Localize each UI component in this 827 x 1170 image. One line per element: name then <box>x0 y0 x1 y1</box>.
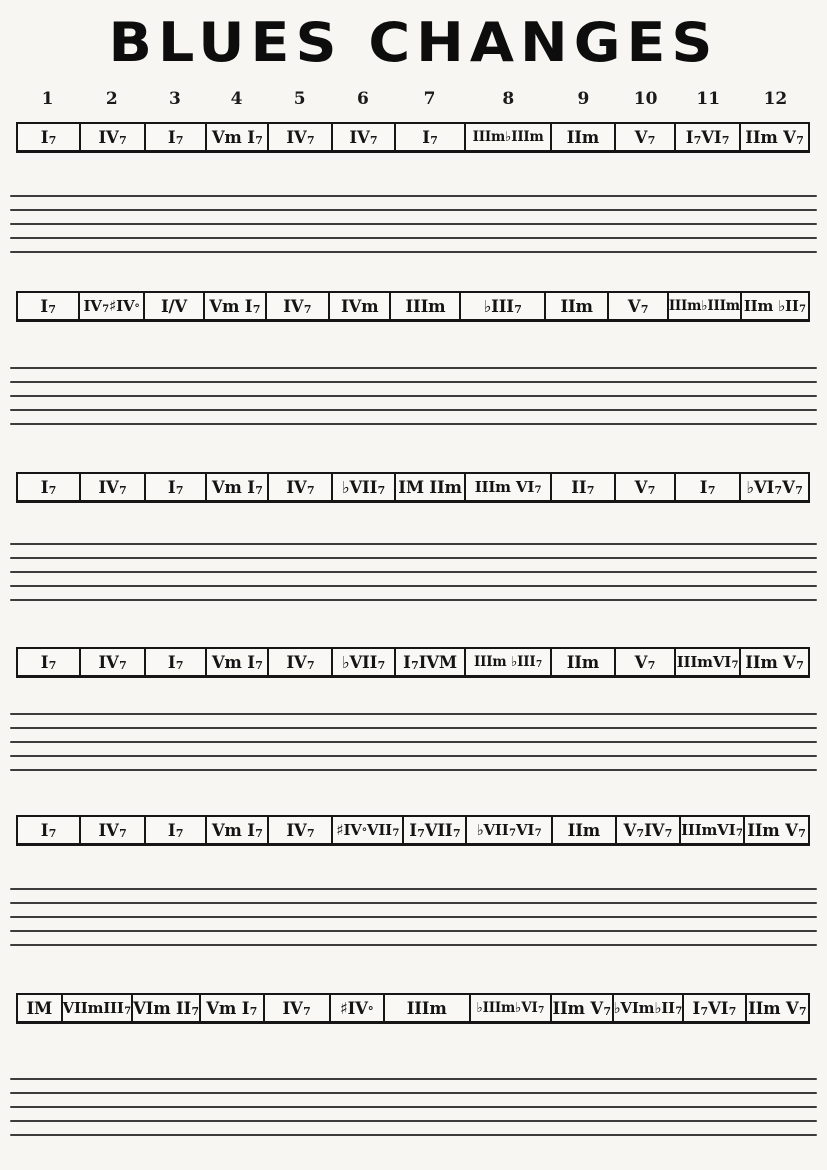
staff-line <box>10 1106 817 1108</box>
chord-cell: IV $_7$ ♯IV ° <box>78 293 142 319</box>
staff-line <box>10 367 817 369</box>
staff-line <box>10 944 817 946</box>
chord-row-chorus-5 <box>16 815 810 846</box>
chord-cell: IIIm <box>389 293 459 319</box>
chord-row-chorus-2 <box>16 291 810 322</box>
measure-number-11: 11 <box>696 89 721 109</box>
chord-cell: V $_7$ <box>614 124 674 150</box>
chord-cell: V $_7$ IV $_7$ <box>615 817 679 843</box>
staff-line <box>10 888 817 890</box>
chord-cell: IIIm♭IIIm <box>464 124 549 150</box>
measure-number-4: 4 <box>230 89 243 109</box>
chord-cell: Vm I $_7$ <box>205 817 267 843</box>
chord-cell: IV $_7$ <box>267 474 331 500</box>
chord-cell: I $_7$ <box>40 296 56 316</box>
measure-numbers-row <box>16 88 810 110</box>
staff-line <box>10 381 817 383</box>
staff-line <box>10 195 817 197</box>
chord-cell: VIImIII $_7$ <box>61 995 132 1021</box>
measure-number-10: 10 <box>633 89 658 109</box>
staff-line <box>10 599 817 601</box>
chord-cell: IV $_7$ <box>79 474 144 500</box>
chord-cell: IIIm ♭III $_7$ <box>464 649 549 675</box>
chord-cell: IIIm <box>383 995 469 1021</box>
chord-cell: IM <box>26 998 53 1018</box>
staff-line <box>10 1092 817 1094</box>
page-title: BLUES CHANGES <box>108 11 719 75</box>
staff-line <box>10 727 817 729</box>
chord-cell: I $_7$ VI $_7$ <box>682 995 744 1021</box>
chord-cell: I $_7$ <box>40 652 57 672</box>
chord-cell: Vm I $_7$ <box>205 474 267 500</box>
chord-cell: IM IIm <box>394 474 465 500</box>
staff-line <box>10 251 817 253</box>
chord-cell: I $_7$ <box>394 124 465 150</box>
chord-row-chorus-3 <box>16 472 810 503</box>
chord-cell: Vm I $_7$ <box>203 293 264 319</box>
chord-cell: IIm V $_7$ <box>739 124 808 150</box>
chord-cell: IV $_7$ <box>79 124 144 150</box>
chord-cell: IV $_7$ <box>267 817 331 843</box>
chord-cell: IIIm♭IIIm <box>667 293 740 319</box>
staff-5 <box>10 888 817 946</box>
chord-cell: IIm V $_7$ <box>739 649 808 675</box>
staff-line <box>10 1134 817 1136</box>
chord-cell: ♭VI $_7$ V $_7$ <box>739 474 808 500</box>
measure-number-12: 12 <box>763 89 788 109</box>
chord-cell: I $_7$ <box>144 649 205 675</box>
chord-cell: IIImVI $_7$ <box>674 649 739 675</box>
chord-cell: IIm ♭II $_7$ <box>740 293 808 319</box>
staff-line <box>10 223 817 225</box>
chord-cell: ♯IV ° <box>329 995 383 1021</box>
chord-cell: Vm I $_7$ <box>199 995 262 1021</box>
measure-number-5: 5 <box>293 89 306 109</box>
chord-cell: V $_7$ <box>614 474 674 500</box>
chord-cell: I $_7$ VII $_7$ <box>402 817 465 843</box>
staff-line <box>10 237 817 239</box>
staff-line <box>10 423 817 425</box>
chord-row-chorus-4 <box>16 647 810 678</box>
chord-cell: IV $_7$ <box>79 817 144 843</box>
chord-cell: ♭IIIm♭VI $_7$ <box>469 995 550 1021</box>
chord-cell: ♭VII $_7$ <box>331 474 393 500</box>
chord-cell: ♯IV ° VII $_7$ <box>331 817 402 843</box>
chord-cell: IV $_7$ <box>267 649 331 675</box>
staff-2 <box>10 367 817 425</box>
chord-cell: I $_7$ <box>674 474 739 500</box>
chord-cell: ♭III $_7$ <box>459 293 543 319</box>
chord-cell: II $_7$ <box>550 474 614 500</box>
chord-cell: Vm I $_7$ <box>205 124 267 150</box>
chord-cell: IV $_7$ <box>265 293 328 319</box>
chord-cell: IV $_7$ <box>267 124 331 150</box>
staff-4 <box>10 713 817 771</box>
chord-cell: V $_7$ <box>614 649 674 675</box>
chord-cell: I $_7$ VI $_7$ <box>674 124 739 150</box>
chord-cell: IVm <box>328 293 389 319</box>
staff-line <box>10 543 817 545</box>
chord-cell: I $_7$ IVM <box>394 649 465 675</box>
chord-cell: IIm V $_7$ <box>743 817 808 843</box>
staff-line <box>10 209 817 211</box>
staff-6 <box>10 1078 817 1136</box>
staff-line <box>10 769 817 771</box>
measure-number-1: 1 <box>41 89 54 109</box>
staff-line <box>10 713 817 715</box>
staff-line <box>10 930 817 932</box>
measure-number-3: 3 <box>168 89 181 109</box>
chord-cell: IIm <box>550 124 614 150</box>
staff-line <box>10 741 817 743</box>
staff-line <box>10 902 817 904</box>
chord-cell: I $_7$ <box>40 127 57 147</box>
chord-cell: I $_7$ <box>144 474 205 500</box>
staff-line <box>10 571 817 573</box>
chord-cell: I $_7$ <box>40 820 57 840</box>
measure-number-8: 8 <box>502 89 515 109</box>
staff-1 <box>10 195 817 253</box>
measure-number-9: 9 <box>577 89 590 109</box>
chord-row-chorus-1 <box>16 122 810 153</box>
measure-number-7: 7 <box>423 89 436 109</box>
staff-line <box>10 409 817 411</box>
chord-cell: IIm <box>544 293 607 319</box>
chord-cell: IIIm VI $_7$ <box>464 474 549 500</box>
chord-cell: ♭VII $_7$ <box>331 649 393 675</box>
chord-cell: IIm V $_7$ <box>745 995 808 1021</box>
chord-cell: IV $_7$ <box>331 124 393 150</box>
staff-3 <box>10 543 817 601</box>
chord-cell: I $_7$ <box>144 817 205 843</box>
chord-cell: Vm I $_7$ <box>205 649 267 675</box>
staff-line <box>10 755 817 757</box>
measure-number-2: 2 <box>105 89 118 109</box>
chord-cell: VIm II $_7$ <box>131 995 199 1021</box>
chord-cell: V $_7$ <box>607 293 667 319</box>
chord-row-chorus-6 <box>16 993 810 1024</box>
staff-line <box>10 557 817 559</box>
staff-line <box>10 916 817 918</box>
chord-cell: I $_7$ <box>144 124 205 150</box>
chord-cell: I/V <box>143 293 203 319</box>
chord-cell: IV $_7$ <box>79 649 144 675</box>
chord-cell: IV $_7$ <box>263 995 329 1021</box>
measure-number-6: 6 <box>356 89 369 109</box>
chord-cell: I $_7$ <box>40 477 57 497</box>
staff-line <box>10 1078 817 1080</box>
staff-line <box>10 585 817 587</box>
chord-cell: ♭VIm♭II $_7$ <box>612 995 683 1021</box>
chord-cell: IIm <box>551 817 615 843</box>
chord-cell: IIm V $_7$ <box>550 995 611 1021</box>
staff-line <box>10 1120 817 1122</box>
chord-cell: ♭VII $_7$ VI $_7$ <box>465 817 550 843</box>
staff-line <box>10 395 817 397</box>
chord-cell: IIImVI $_7$ <box>679 817 743 843</box>
chord-cell: IIm <box>550 649 614 675</box>
